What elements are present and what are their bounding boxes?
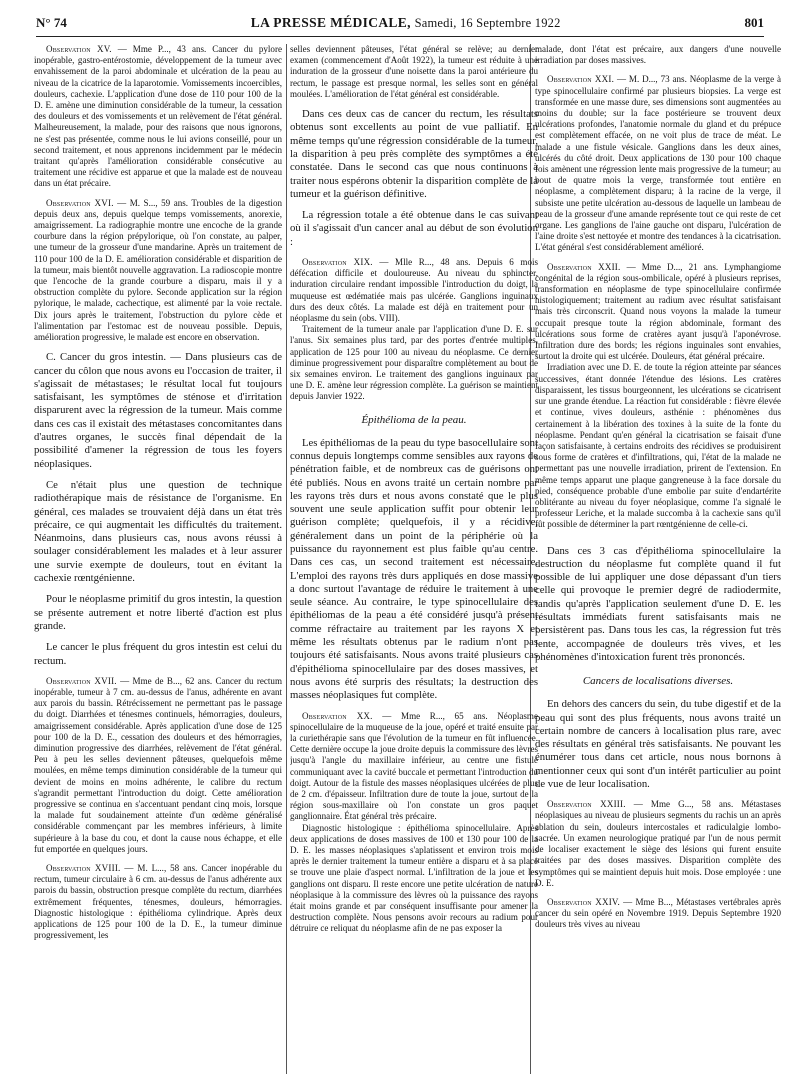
observation-label: Observation XXIV.	[547, 896, 620, 907]
observation-label: Observation XVII.	[46, 675, 117, 686]
observation-text: — Mme R..., 65 ans. Néoplasme spinocellulaire de la muqueuse de la joue, opéré et traité ensuite par la curiethérapie sans que l'évolution de la tumeur en fût influencée. Cette dernière occupe la joue droite depuis la commissure des lèvres jusqu'à l'angle du maxillaire inférieur, au centre une fistule communiquant avec la cavité buccale et permettant l'introduction du doigt. Autour de la fistule des masses néoplasiques ulcérées de plus de 2 cm. d'épaisseur. Infiltration dure de toute la joue, surtout de la région sous-maxillaire où l'on constate un gros paquet ganglionnaire. État général très précaire.	[290, 710, 538, 822]
issue-date: Samedi, 16 Septembre 1922	[414, 16, 561, 30]
page-number: 801	[744, 15, 764, 30]
observation-label: Observation XXI.	[547, 74, 615, 85]
observation-21	[535, 74, 781, 253]
observation-label: Observation XVIII.	[46, 863, 121, 874]
column-middle	[290, 44, 538, 1078]
body-paragraph: Ce n'était plus une question de technique radiothérapique mais de résistance de l'organisme. En général, ces malades se trouvaient déjà dans un état très précaire, ce qui augmentait les difficultés du traitement. Néanmoins, dans plusieurs cas, nous avons réussi à soulager considérablement les malades et à leur assurer une survie exempte de douleurs, tout en évitant la cachexie rœntgénienne.	[34, 478, 282, 585]
observation-15	[34, 44, 282, 190]
body-paragraph: Le cancer le plus fréquent du gros intestin est celui du rectum.	[34, 641, 282, 667]
section-c-heading: C. Cancer du gros intestin.	[46, 351, 167, 364]
running-title	[251, 15, 561, 31]
section-title-skin: Épithélioma de la peau.	[361, 413, 467, 426]
observation-label: Observation XIX.	[302, 256, 373, 267]
body-paragraph: La régression totale a été obtenue dans le cas suivant où il s'agissait d'un cancer anal au début de son évolution :	[290, 209, 538, 248]
issue-number: N° 74	[36, 15, 67, 30]
section-c-paragraph	[34, 351, 282, 471]
observation-20-continued: malade, dont l'état est précaire, aux dangers d'une nouvelle irradiation par doses massives.	[535, 44, 781, 66]
column-left	[34, 44, 282, 1078]
observation-20-diagnosis: Diagnostic histologique : épithélioma spinocellulaire. Après deux applications de doses massives de 100 et 130 pour 100 de la D. E. les masses néoplasiques s'aplatissent et environ trois mois après le dernier traitement la tumeur entière a disparu et à sa place se trouve une plaie d'aspect normal. L'infiltration de la joue et les ganglions ont disparu. Il reste encore une petite ulcération de nature néoplasique à la commissure des lèvres où la puissance des rayons était moins grande et par conséquent insuffisante pour amener la destruction complète. Nous pensons avoir recours au radium pour détruire ce reliquat du néoplasme afin de ne pas exposer la	[290, 822, 538, 934]
observation-18-continued: selles deviennent pâteuses, l'état général se relève; au dernier examen (commencement d'Août 1922), la tumeur est réduite à une induration de la grosseur d'une noisette dans la paroi antérieure du rectum, le passage est presque normal, les selles sont en général moulées. L'amélioration de l'état général est considérable.	[290, 44, 538, 99]
body-paragraph: Pour le néoplasme primitif du gros intestin, la question se présente autrement et notre liberté d'action est plus grande.	[34, 593, 282, 632]
observation-text: — Mlle R..., 48 ans. Depuis 6 mois défécation difficile et douloureuse. Au niveau du sphincter, induration circulaire rendant impossible l'introduction du doigt, la muqueuse est œdématiée mais pas ulcérée. Ganglions inguinaux durs des deux côtés. La malade est déjà en traitement pour un néoplasme du sein (obs. VIII).	[290, 256, 538, 323]
observation-19	[290, 257, 538, 324]
column-rule-left	[286, 44, 287, 1074]
body-paragraph: Dans ces deux cas de cancer du rectum, les résultats obtenus sont excellents au point de vue palliatif. En même temps qu'une régression considérable de la tumeur, la disparition à peu près complète des symptômes a été constatée. Dans le second cas que nous continuons à traiter nous espérons obtenir la disparition complète de la tumeur et la guérison définitive.	[290, 108, 538, 200]
observation-label: Observation XXII.	[547, 261, 621, 272]
observation-16	[34, 198, 282, 344]
body-paragraph: En dehors des cancers du sein, du tube digestif et de la peau qui sont des plus fréquents, nous avons traité un certain nombre de cancers à localisation plus rare, avec des résultats en général très satisfaisants. Ne pouvant les énumérer tous dans cet article, nous nous bornons à mentionner ceux qui sont d'un intérêt particulier au point de vue de leur localisation.	[535, 698, 781, 790]
body-paragraph: Les épithéliomas de la peau du type basocellulaire sont connus depuis longtemps comme sensibles aux rayons de pénétration faible, et de nombreux cas de guérisons ont été publiés. Nous en avons traité un certain nombre par les rayons très durs et nous avons constaté que le plus souvent une seule application suffit pour obtenir leur guérison complète; quelquefois, il y a récidive, généralement dans un point de la périphérie où la puissance du rayonnement est plus faible qu'au centre. Dans ces cas, un second traitement est nécessaire. L'emploi des rayons très durs appliqués en dose massive a donc surtout l'avantage de réduire le traitement à une seule séance. Au contraire, le type spinocellulaire des épithéliomas de la peau a été considéré jusqu'à présent comme réfractaire au traitement par les rayons X et même les résultats obtenus par le radium n'ont pas toujours été satisfaisants. Nous avons traité plusieurs cas d'épithélioma spinocellulaire par des doses massives, et nous avons été surpris des résultats; la destruction des masses néoplasiques fut complète.	[290, 436, 538, 702]
observation-text: — M. D..., 73 ans. Néoplasme de la verge à type spinocellulaire confirmé par plusieurs biopsies. La verge est transformée en une masse dure, ses dimensions sont augmentées au moins du double; sur la face postérieure se trouvent deux ulcérations profondes, l'anatomie normale du gland et du prépuce est complètement effacée, on ne voit plus de trace de méat. Le malade a une fistule vésicale. Ganglions dans les deux aines, ulcérés du côté droit. Deux applications de 130 pour 100 chaque fois amènent une régression lente mais progressive de la tumeur; au bout de quatre mois la verge, transformée tout entière en néoplasme, a complètement disparu; à la racine de la verge, il subsiste une petite ulcération au-dessous de laquelle un lambeau de peau de la grosseur d'une amande représente tout ce qui reste de cet organe. Les ganglions de l'aine gauche ont disparu, l'ulcération de l'aine droite s'est nettoyée et montre des tendances à la cicatrisation. L'état général s'est considérablement amélioré.	[535, 74, 781, 253]
observation-text: — Mme B..., Métastases vertébrales après cancer du sein opéré en Novembre 1919. Depuis Septembre 1920 douleurs très vives au niveau	[535, 896, 781, 930]
observation-text: — Mme G..., 58 ans. Métastases néoplasiques au niveau de plusieurs segments du rachis un an après ablation du sein, douleurs intercostales et radiculalgie lombo-sacrée. Un examen neurologique pratiqué par l'un de nous permit de localiser exactement le siège des lésions qui furent ensuite traitées par des doses massives. Disparition complète des symptômes qui se maintient depuis huit mois. Dose employée : une D. E.	[535, 799, 781, 888]
observation-text: — M. L..., 58 ans. Cancer inopérable du rectum, tumeur circulaire à 6 cm. au-dessus de l'anus adhérente aux parois du bassin, obstruction presque complète du rectum, diarrhées extrêmement fréquentes, ténesmes, douleurs, hémorragies. Diagnostic histologique : épithélioma cylindrique. Après deux applications de 125 pour 100 de la D. E., la tumeur diminue progressivement, les	[34, 863, 282, 941]
observation-text: — Mme de B..., 62 ans. Cancer du rectum inopérable, tumeur à 7 cm. au-dessus de l'anus, adhérente en avant aux parois du bassin. Rétrécissement ne permettant pas le passage du doigt. Diarrhées et ténesmes continuels, hémorragies, douleurs, amaigrissement considérable. Après application d'une dose de 125 pour 100 de la D. E., cessation des douleurs et des hémorragies, diminution progressive des diarrhées, relèvement de l'état général. Peu à peu les selles deviennent pâteuses, quelquefois même moulées, en même temps diminution considérable de la tumeur qui devient de moins en moins adhérente, le calibre du rectum s'agrandit permettant l'introduction du doigt. Cette amélioration progressive se continua en s'accentuant pendant cinq mois, lorsque la malade fut soudainement atteinte d'un œdème généralisé considérable commençant par les membres inférieurs, à limite supérieure à la base du cou, et dont la cause nous échappe, et elle fut emportée en quelques jours.	[34, 675, 282, 854]
body-paragraph: Dans ces 3 cas d'épithélioma spinocellulaire la destruction du néoplasme fut complète quand il fut possible de lui appliquer une dose dépassant d'un tiers celle qui provoque le premier degré de radiodermite, tandis qu'après l'application seulement d'une D. E. les résultats immédiats furent satisfaisants mais ne persistèrent pas. Dans tous les cas, la régression fut très lente, accompagnée de douleurs très vives, et les phénomènes d'intoxication furent très prononcés.	[535, 544, 781, 663]
column-right	[535, 44, 781, 1078]
observation-19-treatment: Traitement de la tumeur anale par l'application d'une D. E. sur l'anus. Six semaines plus tard, par des portes d'entrée multiples, application de 125 pour 100 au niveau du néoplasme. Ce dernier diminue progressivement pour disparaître complètement au bout de six semaines environ. Le traitement des ganglions inguinaux par une D. E. amène leur régression complète. La guérison se maintient depuis Janvier 1922.	[290, 324, 538, 402]
page-header	[36, 10, 764, 37]
observation-text: — Mme D..., 21 ans. Lymphangiome congénital de la région sous-ombilicale, opéré à plusieurs reprises, transformation en néoplasme de type spinocellulaire confirmée histologiquement; traitement au radium avec résultat satisfaisant mais très circonscrit. Quand nous voyons la malade la tumeur occupait presque toute la région abdominale, formant des ulcérations sous forme de cratères ayant jusqu'à l'aponévrose. Infiltration dure des bords; les régions inguinales sont envahies, surtout la droite qui est ulcérée. Douleurs, état général précaire.	[535, 261, 781, 362]
observation-20	[290, 711, 538, 823]
observation-text: — Mme P..., 43 ans. Cancer du pylore inopérable, gastro-entérostomie, développement de la tumeur avec envahissement de la paroi abdominale et ulcération de la peau au niveau de la cicatrice de la laparotomie. Vomissements incoercibles, douleurs, cachexie. L'application d'une dose de 110 pour 100 de la D. E. amène une diminution considérable de la tumeur, la cessation des douleurs et des vomissements et un relèvement de l'état général. Malheureusement, la malade, pour des raisons que nous ignorons, ne s'est pas présentée, comme nous le lui avions conseillé, pour un second traitement, et nous apprenons incidemment par le médecin traitant qu'après l'amélioration considérable consécutive au traitement une récidive est apparue et que la malade est de nouveau dans un état précaire.	[34, 44, 282, 189]
observation-label: Observation XVI.	[46, 197, 114, 208]
observation-label: Observation XV.	[46, 44, 112, 54]
observation-text: — M. S..., 59 ans. Troubles de la digestion depuis deux ans, depuis quelque temps vomissements, anorexie, amaigrissement. La radiographie montre une encoche de la grande courbure dans la région prépylorique, où l'on constate, au palper, une tumeur de la grosseur d'une mandarine. Après un traitement de 110 pour 100 de la D. E. amélioration considérable et disparition de la tumeur, mais bientôt nouvelle aggravation. La radioscopie montre que l'encoche de la grande courbure a disparu, mais il y a obstruction complète du pylore. Seconde application sur la région pylorique, le malade, cachectique, est alimenté par la voie rectale. Dix jours après le traitement, l'obstruction du pylore cède et l'alimentation par l'estomac est de nouveau possible. Depuis, amélioration progressive, le malade est encore en observation.	[34, 197, 282, 343]
section-title-various: Cancers de localisations diverses.	[582, 675, 734, 688]
observation-23	[535, 799, 781, 889]
observation-18	[34, 863, 282, 941]
observation-label: Observation XX.	[302, 710, 373, 721]
observation-22	[535, 262, 781, 363]
journal-name: LA PRESSE MÉDICALE,	[250, 15, 411, 30]
observation-label: Observation XXIII.	[547, 799, 626, 810]
observation-24	[535, 897, 781, 931]
section-c-text: — Dans plusieurs cas de cancer du côlon que nous avons eu l'occasion de traiter, il s'agissait de métastases; le résultat local fut toujours satisfaisant, les symptômes de sténose et d'irritation disparurent avec la régression de la tumeur. Mais comme dans ces cas il existait des métastases concomitantes dans d'autres organes, le succès final dépendait de la possibilité d'amener la régression de tous les foyers néoplasiques.	[34, 351, 282, 470]
observation-22-treatment: Irradiation avec une D. E. de toute la région atteinte par séances successives, étant donnée l'étendue des lésions. Les cratères disparaissent, les tissus bourgeonnent, les ulcérations se cicatrisent sur une grande étendue. La réaction fut considérable : fièvre élevée et continue, vives douleurs, asthénie : phénomènes dus certainement à la libération des toxines à la suite de la fonte du néoplasme. Pendant qu'en général la cicatrisation se faisait d'une façon satisfaisante, à certains endroits des récidives se produisirent sous forme de cratères et d'infiltrations, qui, l'état de la malade ne permettant pas une nouvelle irradiation, prirent de l'extension. En même temps apparut une plaque gangreneuse à la face dorsale du pied, conséquence probable d'une embolie par suite d'endartérite oblitérante au niveau du foyer néoplasique, comme l'a signalé le professeur Leriche, et la malade succomba à la cachexie sans qu'il fût possible de déterminer la part rœntgénienne de celle-ci.	[535, 362, 781, 530]
observation-17	[34, 676, 282, 855]
